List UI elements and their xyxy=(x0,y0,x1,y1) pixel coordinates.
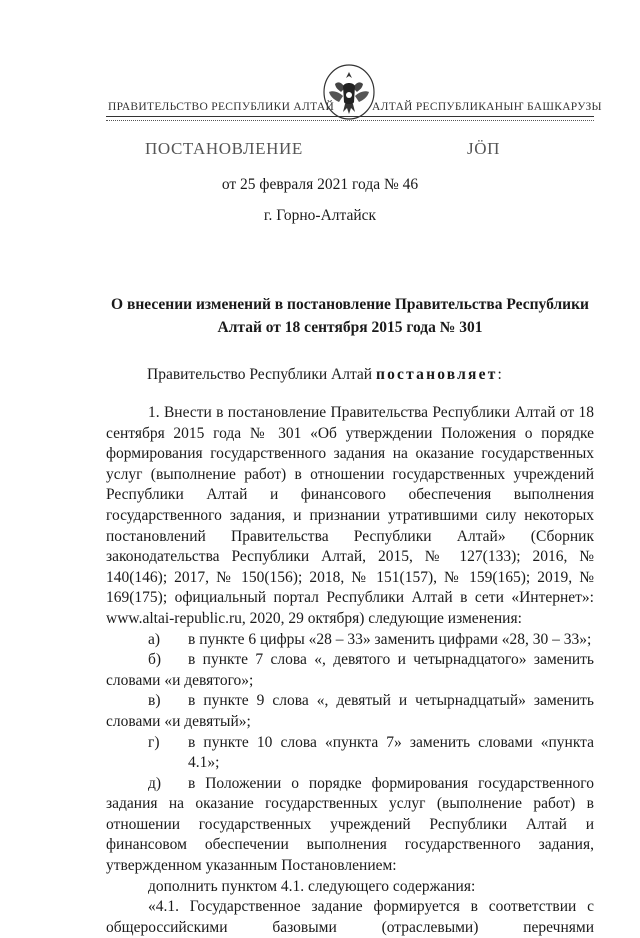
preamble-subject: Правительство Республики Алтай xyxy=(147,366,373,383)
document-type-ru: ПОСТАНОВЛЕНИЕ xyxy=(145,139,303,158)
list-item xyxy=(106,774,594,795)
list-item-marker: г) xyxy=(148,733,160,751)
paragraph-quote: «4.1. Государственное задание формируется в соответствии с общероссийскими базовыми (отраслевыми) перечнями xyxy=(106,898,594,936)
list-item-text: в пункте 10 слова «пункта 7» заменить словами «пункта 4.1»; xyxy=(188,733,594,772)
header-left-title: ПРАВИТЕЛЬСТВО РЕСПУБЛИКИ АЛТАЙ xyxy=(108,101,335,113)
list-item-marker: а) xyxy=(148,630,161,648)
preamble-colon: : xyxy=(497,366,502,383)
list-item-marker: б) xyxy=(148,651,162,669)
document-header xyxy=(0,0,640,130)
header-right-title: АЛТАЙ РЕСПУБЛИКАНЫҤ БАШКАРУЗЫ xyxy=(372,101,602,113)
document-title-line2: Алтай от 18 сентября 2015 года № 301 xyxy=(217,319,483,336)
list-item-text: в пункте 6 цифры «28 – 33» заменить цифрами «28, 30 – 33»; xyxy=(188,630,592,648)
document-date: от 25 февраля 2021 года № 46 xyxy=(221,176,419,193)
list-item-text: в Положении о порядке формирования государственного xyxy=(188,774,594,792)
preamble xyxy=(147,366,502,384)
list-item-text: в пункте 9 слова «, девятый и четырнадцатый» заменить xyxy=(188,692,594,710)
list-item-continuation: словами «и девятого»; xyxy=(106,671,254,689)
document-type-alt: ЈӦП xyxy=(467,139,500,158)
list-item xyxy=(106,733,594,774)
coat-of-arms-icon xyxy=(321,62,377,122)
list-item xyxy=(106,691,594,712)
list-item-marker: д) xyxy=(148,774,162,792)
paragraph-1: 1. Внести в постановление Правительства Республики Алтай от 18 сентября 2015 года № 301 «Об утверждении Положения о порядке формирования государственного задания на оказание государственных услуг (выполнение работ) в отношении государственных учреждений Республики Алтай и финансового обеспечения выполнения государственного задания, и признании утратившими силу некоторых постановлений Правительства Республики Алтай» (Сборник законодательства Республики Алтай, 2015, № 127(133); 2016, № 140(146); 2017, № 150(156); 2018, № 151(157), № 159(165); 2019, № 169(175); официальный портал Республики Алтай в сети «Интернет»: www.altai-republic.ru, 2020, 29 октября) следующие изменения: xyxy=(106,404,594,627)
list-item xyxy=(106,650,594,671)
document-body xyxy=(106,403,594,938)
list-item xyxy=(106,630,594,651)
document-city: г. Горно-Алтайск xyxy=(263,207,377,224)
preamble-verb: постановляет xyxy=(375,366,498,383)
list-item-marker: в) xyxy=(148,692,161,710)
header-rule xyxy=(106,116,594,117)
paragraph-addition: дополнить пунктом 4.1. следующего содержания: xyxy=(148,877,476,895)
list-item-continuation: словами «и девятый»; xyxy=(106,712,251,730)
document-title xyxy=(100,293,600,339)
header-rule-dotted xyxy=(106,120,594,121)
list-item-continuation: задания на оказание государственных услуг (выполнение работ) в отношении государственных учреждений Республики Алтай и финансовом обеспечении выполнения государственного задания, утвержденном указанным Постановлением: xyxy=(106,795,594,875)
list-item-text: в пункте 7 слова «, девятого и четырнадцатого» заменить xyxy=(188,651,594,669)
document-title-line1: О внесении изменений в постановление Правительства Республики xyxy=(111,296,589,313)
